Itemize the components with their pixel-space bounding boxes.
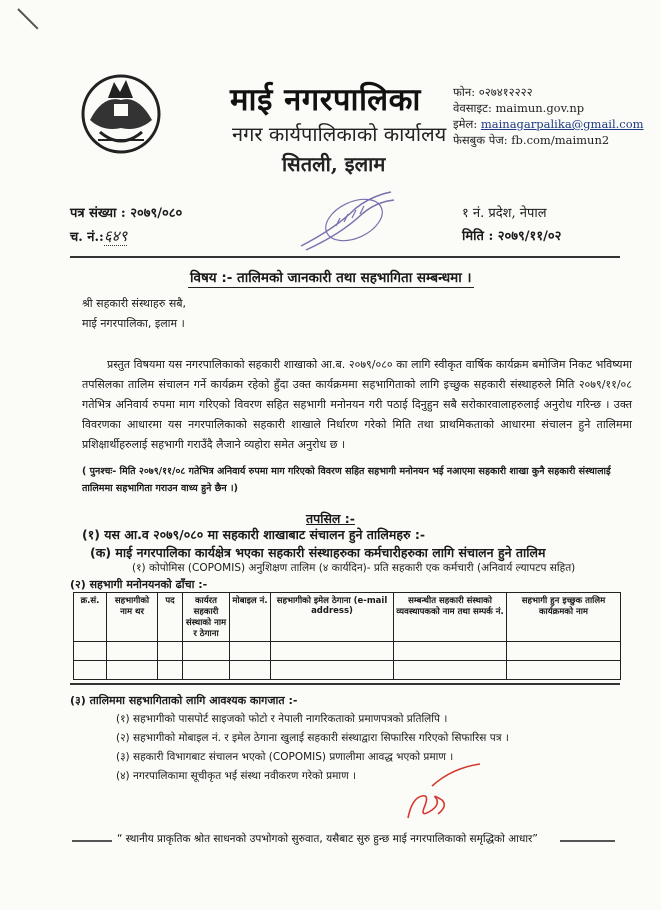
email-row xyxy=(453,116,644,132)
nepal-emblem-icon xyxy=(78,70,164,156)
letter-date: मिति : २०७९/११/०२ xyxy=(462,229,562,244)
letter-number: पत्र संख्या : २०७९/०८० xyxy=(70,206,183,221)
table-row xyxy=(74,661,621,680)
section-1a-heading: (क) माई नगरपालिका कार्यक्षेत्र भएका सहकारी संस्थाहरुका कर्मचारीहरुका लागि संचालन हुने तालिम xyxy=(90,545,546,560)
table-cell xyxy=(107,661,158,680)
section-3-heading: (३) तालिममा सहभागिताको लागि आवश्यक कागजात :- xyxy=(70,694,298,707)
table-cell xyxy=(183,642,230,661)
table-header-row xyxy=(74,593,621,642)
table-cell xyxy=(507,661,621,680)
requirement-item: (१) सहभागीको पासपोर्ट साइजको फोटो र नेपाली नागरिकताको प्रमाणपत्रको प्रतिलिपि । xyxy=(116,713,448,725)
col-mobile: मोबाइल नं. xyxy=(230,593,271,642)
table-cell xyxy=(158,661,183,680)
municipality-title: माई नगरपालिका xyxy=(230,82,421,118)
table-cell xyxy=(107,642,158,661)
col-training: सहभागी हुन इच्छुक तालिम कार्यक्रमको नाम xyxy=(507,593,621,642)
motto-left-rule xyxy=(72,840,112,842)
table-cell xyxy=(74,642,107,661)
section-divider xyxy=(70,683,620,685)
email-label: इमेल: xyxy=(453,117,481,131)
tapasil-heading: तपसिल :- xyxy=(306,511,355,526)
contact-block xyxy=(453,84,644,148)
table-cell xyxy=(271,661,394,680)
motto-right-rule xyxy=(560,840,615,842)
addressee-line-2: माई नगरपालिका, इलाम । xyxy=(82,317,185,330)
col-email: सहभागीको इमेल ठेगाना (e-mail address) xyxy=(271,593,394,642)
nomination-form-table xyxy=(73,592,621,680)
table-cell xyxy=(271,642,394,661)
table-cell xyxy=(394,642,507,661)
section-1b-item: (१) कोपोमिस (COPOMIS) अनुशिक्षण तालिम (४ कार्यदिन)- प्रति सहकारी एक कर्मचारी (अनिवार्य ल्यापटप सहित) xyxy=(132,562,576,574)
website-text: वेवसाइट: maimun.gov.np xyxy=(453,101,585,115)
office-subtitle: नगर कार्यपालिकाको कार्यालय xyxy=(232,122,447,146)
col-sn: क्र.सं. xyxy=(74,593,107,642)
col-post: पद xyxy=(158,593,183,642)
table-cell xyxy=(394,661,507,680)
requirement-item: (४) नगरपालिकामा सूचीकृत भई संस्था नवीकरण गरेको प्रमाण । xyxy=(116,770,357,782)
col-name: सहभागीको नाम थर xyxy=(107,593,158,642)
motto-text: “ स्थानीय प्राकृतिक श्रोत साधनको उपभोगको सुरुवात, यसैबाट सुरु हुन्छ माई नगरपालिकाको समृद्धिको आधार” xyxy=(117,833,538,845)
table-cell xyxy=(74,661,107,680)
facebook-text: फेसबुक पेज: fb.com/maimun2 xyxy=(453,133,610,147)
email-link[interactable]: mainagarpalika@gmail.com xyxy=(480,117,644,131)
office-location: सितली, इलाम xyxy=(282,152,386,176)
table-row xyxy=(74,642,621,661)
requirement-item: (३) सहकारी विभागबाट संचालन भएको (COPOMIS) प्रणालीमा आवद्ध भएको प्रमाण । xyxy=(116,751,454,763)
table-cell xyxy=(507,642,621,661)
table-cell xyxy=(230,642,271,661)
phone-text: फोन: ०२७४१२२२२ xyxy=(453,85,533,99)
province-text: १ नं. प्रदेश, नेपाल xyxy=(462,206,547,221)
table-cell xyxy=(158,642,183,661)
subject-line: विषय :- तालिमको जानकारी तथा सहभागिता सम्बन्धमा । xyxy=(190,270,472,286)
table-cell xyxy=(230,661,271,680)
requirement-item: (२) सहभागीको मोबाइल नं. र इमेल ठेगाना खुलाई सहकारी संस्थाद्वारा सिफारिस गरिएको सिफारिस पत्र । xyxy=(116,732,509,744)
dispatch-number-row xyxy=(70,226,127,246)
section-2-heading: (२) सहभागी मनोनयनको ढाँचा :- xyxy=(70,578,208,591)
table-cell xyxy=(183,661,230,680)
header-divider xyxy=(70,256,620,258)
scan-fold-mark xyxy=(17,8,38,29)
dispatch-number-value: ६४९ xyxy=(103,227,128,245)
office-stamp-icon xyxy=(296,188,396,252)
dispatch-number-label: च. नं.: xyxy=(70,230,104,245)
addressee-line-1: श्री सहकारी संस्थाहरु सबै, xyxy=(82,297,187,310)
postscript-note: ( पुनश्चः- मिति २०७९/११/०८ गतेभित्र अनिवार्य रुपमा माग गरिएको विवरण सहित सहभागी मनोनयन भई नआएमा सहकारी शाखा कुनै सहकारी संस्थालाई तालिममा सहभागिता गराउन वाध्य हुने छैन ।) xyxy=(82,466,611,494)
col-org: कार्यरत सहकारी संस्थाको नाम र ठेगाना xyxy=(183,593,230,642)
signature-icon xyxy=(402,758,482,828)
section-1-heading: (१) यस आ.व २०७९/०८० मा सहकारी शाखाबाट संचालन हुने तालिमहरु :- xyxy=(82,527,426,542)
col-manager: सम्बन्धीत सहकारी संस्थाको व्यवस्थापकको नाम तथा सम्पर्क नं. xyxy=(394,593,507,642)
body-paragraph: प्रस्तुत विषयमा यस नगरपालिकाको सहकारी शाखाको आ.ब. २०७९/०८० का लागि स्वीकृत वार्षिक कार्यक्रम बमोजिम निकट भविष्यमा तपसिलका तालिम संचालन गर्ने कार्यक्रम रहेको हुँदा उक्त कार्यक्रममा सहभागिताको लागि इच्छुक सहकारी संस्थाहरुले मिति २०७९/११/०८ गतेभित्र अनिवार्य रुपमा माग गरिएको विवरण सहित सहभागी मनोनयन गरी पठाई दिनुहुन सबै सरोकारवालाहरुलाई अनुरोध गरिन्छ । उक्त विवरणका आधारमा यस नगरपालिकाको सहकारी शाखाले निर्धारण गरेको मिति तथा प्राथमिकताको आधारमा संचालन हुने तालिममा प्रशिक्षार्थीहरुलाई सहभागी गराउँदै लैजाने व्यहोरा समेत अनुरोध छ । xyxy=(82,358,632,451)
